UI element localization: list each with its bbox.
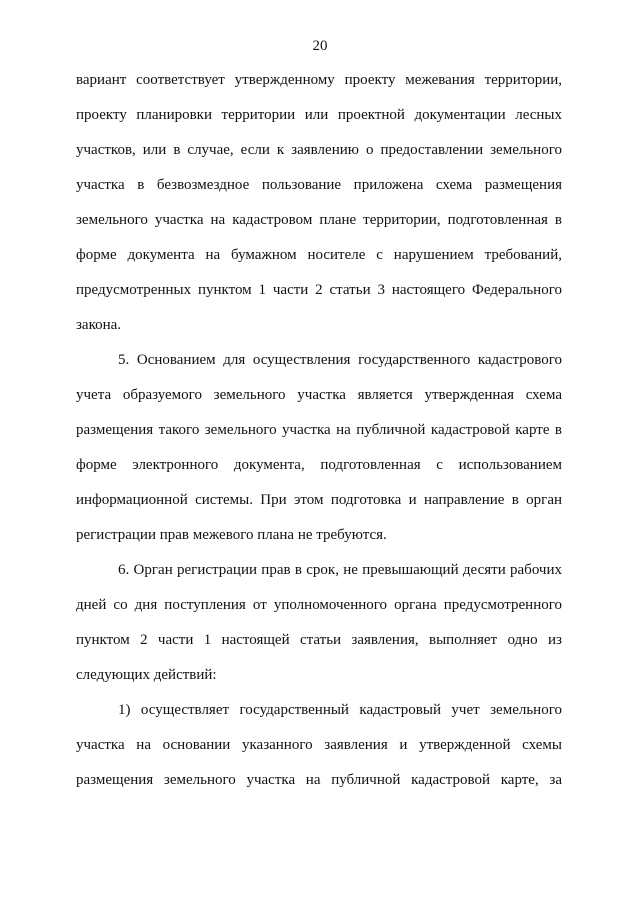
text-line: регистрации прав межевого плана не требуются. <box>76 527 387 543</box>
text-line: форме документа на бумажном носителе с нарушением требований, <box>76 247 562 263</box>
text-line: участка на основании указанного заявления и утвержденной схемы <box>76 737 562 753</box>
text-line: дней со дня поступления от уполномоченного органа предусмотренного <box>76 597 562 613</box>
text-line: следующих действий: <box>76 667 217 683</box>
text-line: пунктом 2 части 1 настоящей статьи заявления, выполняет одно из <box>76 632 562 648</box>
text-line: вариант соответствует утвержденному проекту межевания территории, <box>76 72 562 88</box>
text-line: размещения земельного участка на публичной кадастровой карте, за <box>76 772 562 788</box>
text-line: участка в безвозмездное пользование приложена схема размещения <box>76 177 562 193</box>
text-line: размещения такого земельного участка на публичной кадастровой карте в <box>76 422 562 438</box>
subitem-1-first-line: 1) осуществляет государственный кадастровый учет земельного <box>118 702 562 718</box>
paragraph-5-first-line: 5. Основанием для осуществления государственного кадастрового <box>118 352 562 368</box>
text-line: учета образуемого земельного участка является утвержденная схема <box>76 387 562 403</box>
text-line: предусмотренных пунктом 1 части 2 статьи 3 настоящего Федерального <box>76 282 562 298</box>
text-line: закона. <box>76 317 122 333</box>
text-line: земельного участка на кадастровом плане территории, подготовленная в <box>76 212 562 228</box>
text-line: информационной системы. При этом подготовка и направление в орган <box>76 492 562 508</box>
text-line: участков, или в случае, если к заявлению о предоставлении земельного <box>76 142 562 158</box>
text-line: проекту планировки территории или проектной документации лесных <box>76 107 562 123</box>
text-line: форме электронного документа, подготовленная с использованием <box>76 457 562 473</box>
page-number: 20 <box>312 38 328 54</box>
paragraph-6-first-line: 6. Орган регистрации прав в срок, не превышающий десяти рабочих <box>118 562 562 578</box>
